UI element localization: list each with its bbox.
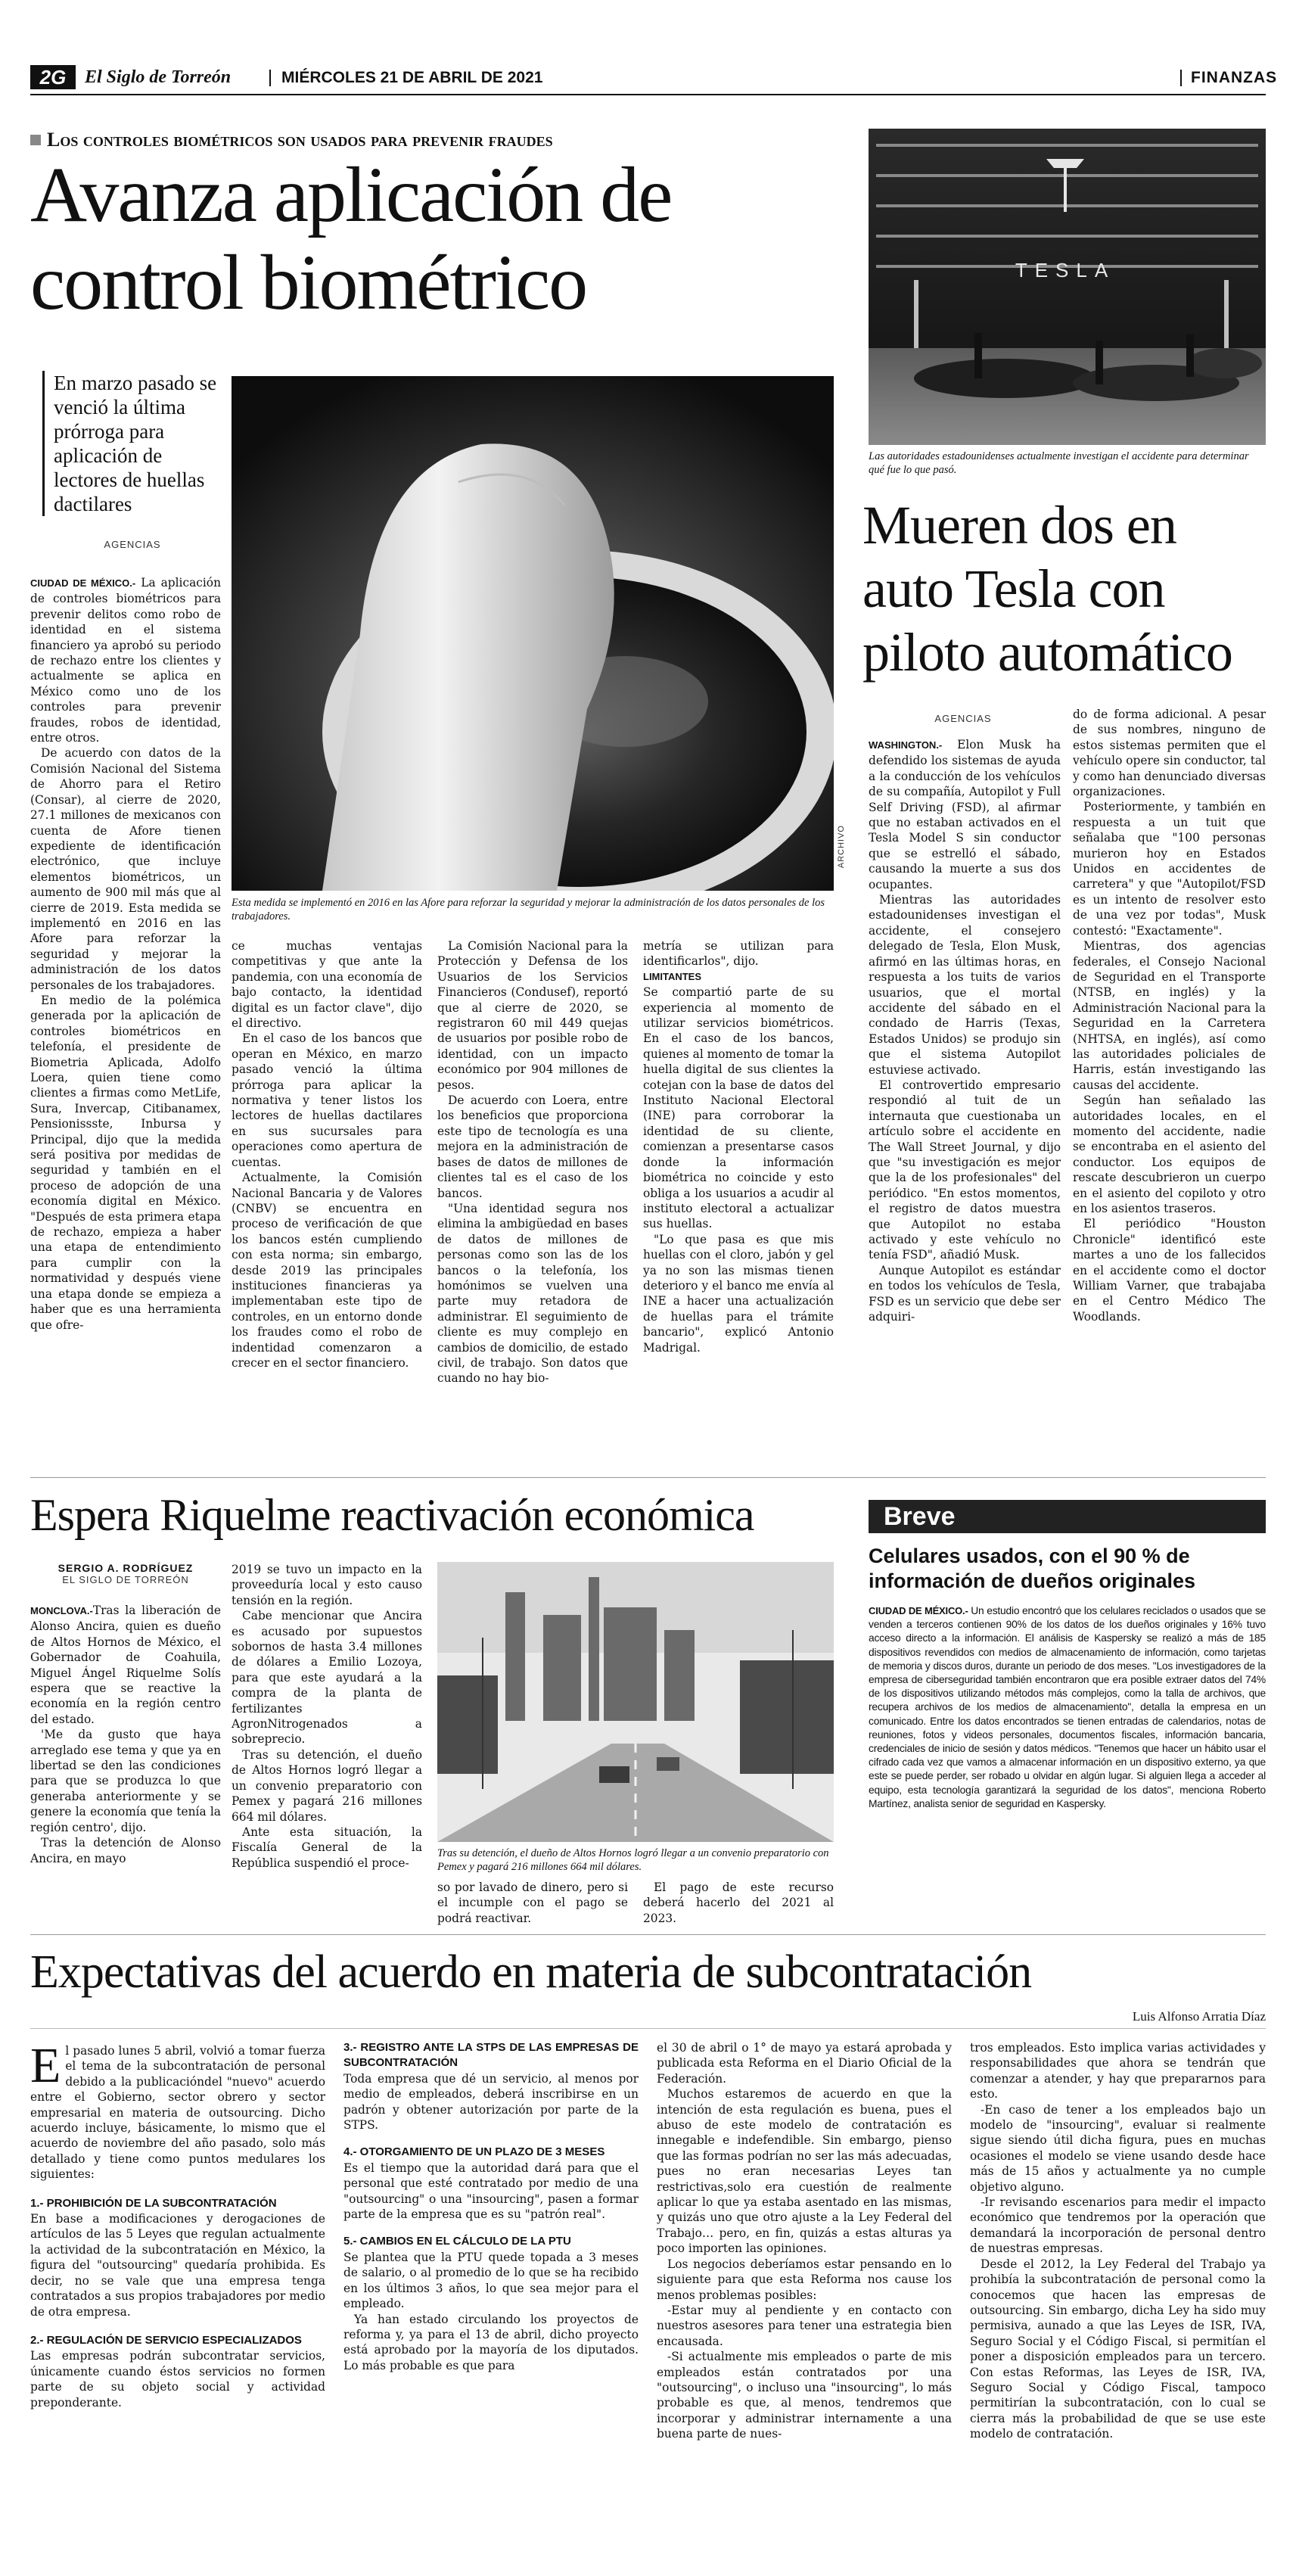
paragraph-text: La aplicación de controles biométricos para prevenir delitos como robo de identidad en el sistema financiero ya aprobó su periodo de rechazo entre los clientes y actualmente se aplica en México como uno de los controles para prevenir fraudes, robos de identidad, entre otros. [30, 576, 221, 745]
byline-org: EL SIGLO DE TORREÓN [62, 1574, 189, 1585]
breve-label: Breve [884, 1502, 956, 1531]
photo-caption: Esta medida se implementó en 2016 en las Afore para reforzar la seguridad y mejorar la administración de los datos personales de los trabajadores. [232, 897, 825, 922]
breve-text: Un estudio encontró que los celulares reciclados o usados que se venden a terceros contienen 90% de los datos de los dueños originales y 16% tuvo acceso directo a la información. El análisis de Kaspersky se realizó a más de 185 dispositivos revendidos con medios de almacenamiento de información, como tarjetas de memoria y discos duros, durante un periodo de dos meses. "Los investigadores de la empresa de ciberseguridad también encontraron que era posible extraer datos del 74% de los dispositivos utilizando métodos más complejos, como la talla de archivos, que recupera archivos de los medios de almacenamiento", detalla la empresa en un comunicado. Entre los datos encontrados se tienen entradas de calendarios, notas de reuniones, fotos y videos personales, documentos fiscales, información bancaria, credenciales de inicio de sesión y datos médicos. "Tenemos que hacer un hábito usar el cifrado cada vez que vamos a almacenar información en un dispositivo externo, ya que este se puede perder, ser robado u olvidar en algún lugar. Si alguien llega a acceder al equipo, esta tecnología garantizará la seguridad de los datos", menciona Roberto Martínez, analista senior de seguridad en Kaspersky. [869, 1605, 1266, 1809]
paragraph: En base a modificaciones y derogaciones de artículos de las 5 Leyes que regulan actualmente la actividad de la subcontratación en México, la figura del "outsourcing" quedaría prohibida. Es decir, no se vale que una empresa tenga contratados a sus propios trabajadores por medio de otra empresa. [30, 2212, 325, 2319]
header-divider-1 [269, 70, 271, 86]
paragraph: De acuerdo con Loera, entre los beneficios que proporciona este tipo de tecnología es una mejora en la administración de bases de datos de millones de clientes tal es el caso de los bancos. [437, 1094, 628, 1200]
svg-text:TESLA: TESLA [1015, 259, 1116, 282]
drop-cap: E [30, 2043, 61, 2093]
headline-line-1: Avanza aplicación de [30, 151, 672, 238]
altos-hornos-caption: Tras su detención, el dueño de Altos Hornos logró llegar a un convenio preparatorio con Pemex y pagará 216 millones 664 mil dólares. [437, 1847, 829, 1873]
paragraph: Los negocios deberíamos estar pensando en lo siguiente para que esta Reforma nos cause los menos problemas posibles: [657, 2257, 952, 2302]
riquelme-column-1 [30, 1603, 221, 1921]
biometric-column-4 [643, 938, 834, 1468]
story-deck: En marzo pasado se venció la última prórroga para aplicación de lectores de huellas dactilares [42, 371, 229, 516]
biometric-column-1 [30, 575, 221, 1468]
tesla-photo [869, 129, 1266, 445]
kicker-square [30, 135, 41, 145]
paragraph [30, 1603, 221, 1727]
section-subhead: 1.- PROHIBICIÓN DE LA SUBCONTRATACIÓN [30, 2196, 277, 2210]
fingerprint-illustration [232, 376, 834, 891]
dateline: CIUDAD DE MÉXICO.- [869, 1605, 968, 1616]
paragraph: Toda empresa que dé un servicio, al menos por medio de empleados, deberá inscribirse en un padrón y obtener autorización por parte de la STPS. [343, 2071, 639, 2133]
paragraph: Cabe mencionar que Ancira es acusado por supuestos sobornos de hasta 3.4 millones de dólares a Emilio Lozoya, para que este ayudará a la compra de la planta de fertilizantes AgronNitrogenados a sobreprecio. [232, 1609, 422, 1747]
paragraph: -Ir revisando escenarios para medir el impacto económico que tendremos por la operación que demandará la incorporación de personal dentro de nuestras empresas. [970, 2195, 1266, 2256]
paragraph: La Comisión Nacional para la Protección y Defensa de los Usuarios de los Servicios Financieros (Condusef), reportó que al cierre de 2020, se registraron 60 mil 449 quejas de usuarios por posible robo de identidad, con un impacto económico por 904 millones de pesos. [437, 939, 628, 1092]
headline [30, 151, 862, 327]
paragraph: En el caso de los bancos que operan en México, en marzo pasado venció la última prórroga para aplicar la normativa y tener listos los lectores de huellas dactilares en sus sucursales para operaciones como apertura de cuentas. [232, 1031, 422, 1169]
paragraph: El periódico "Houston Chronicle" identificó este martes a uno de los fallecidos en el accidente como el doctor William Varner, que trabajaba en el Centro Médico The Woodlands. [1073, 1217, 1266, 1324]
photo-credit: ARCHIVO [837, 825, 846, 869]
paragraph: Ante esta situación, la Fiscalía General de la República suspendió el proce- [232, 1825, 422, 1870]
altos-hornos-photo [437, 1562, 834, 1842]
paragraph: 'Me da gusto que haya arreglado ese tema y que ya en libertad se den las condiciones para que se produzca lo que generaba anteriormente y se genere la economía que tenía la región centro', dijo. [30, 1728, 221, 1834]
paragraph: so por lavado de dinero, pero si el incumple con el pago se podrá reactivar. [437, 1881, 628, 1925]
section-subhead: 2.- REGULACIÓN DE SERVICIO ESPECIALIZADOS [30, 2333, 302, 2347]
tesla-showroom-illustration [869, 129, 1266, 445]
header-rule [30, 94, 1266, 95]
tesla-column-1 [869, 737, 1061, 1468]
paragraph: -Estar muy al pendiente y en contacto con nuestros asesores para tener una estrategia bien encausada. [657, 2303, 952, 2348]
riquelme-column-3 [437, 1880, 628, 1925]
tesla-headline-line-2: auto Tesla con [862, 558, 1165, 619]
breve-box [869, 1500, 1266, 1533]
byline-rule [30, 2028, 1266, 2029]
paragraph: El controvertido empresario respondió al tuit de un internauta que cuestionaba un artículo sobre el accidente en The Wall Street Journal, y dijo que "su investigación es mejor que la de los profesionales" del periódico. "En estos momentos, el registro de datos muestra que Autopilot no estaba activado y este vehículo no tenía FSD", añadió Musk. [869, 1078, 1061, 1262]
paragraph-text: l pasado lunes 5 abril, volvió a tomar fuerza el tema de la subcontratación de personal debido a la publicacióndel "nuevo" acuerdo entre el Gobierno, sector obrero y sector empresarial en materia de outsourcing. Dicho acuerdo incluye, básicamente, lo mismo que el acuerdo de noviembre del año pasado, solo más detallado y tiene como puntos medulares los siguientes: [30, 2044, 325, 2182]
paragraph: Actualmente, la Comisión Nacional Bancaria y de Valores (CNBV) se encuentra en proceso de verificación de que los bancos estén cumpliendo con esta norma; sin embargo, desde 2019 las principales instituciones financieras ya implementaban este tipo de controles, en un entorno donde los fraudes como el robo de indentidad comenzaron a crecer en el sector financiero. [232, 1171, 422, 1370]
paragraph: Tras la detención de Alonso Ancira, en mayo [30, 1836, 221, 1865]
paragraph-text: Elon Musk ha defendido los sistemas de ayuda a la conducción de los vehículos de su compañía, Autopilot y Full Self Driving (FSD), al afirmar que no estaban activados en el Tesla Model S sin conductor que se estrelló el sábado, causando la muerte a sus dos ocupantes. [869, 738, 1061, 891]
dateline: CIUDAD DE MÉXICO.- [30, 577, 136, 589]
paragraph [30, 2043, 325, 2182]
paragraph: "Lo que pasa es que mis huellas con el cloro, jabón y gel ya no son las mismas tienen deterioro y el banco me envía al INE a hacer una actualización de huellas para el trámite bancario", explicó Antonio Madrigal. [643, 1232, 834, 1355]
tesla-headline-line-3: piloto automático [862, 622, 1232, 683]
kicker: Los controles biométricos son usados para prevenir fraudes [47, 129, 553, 151]
byline-name: SERGIO A. RODRÍGUEZ [57, 1562, 194, 1574]
tesla-source: AGENCIAS [934, 713, 992, 724]
tesla-photo-caption: Las autoridades estadounidenses actualmente investigan el accidente para determinar qué fue lo que pasó. [869, 450, 1249, 476]
paragraph: Desde el 2012, la Ley Federal del Trabajo ya prohibía la subcontratación de personal como la conocemos que hacen las empresas de outsourcing. Sin embargo, dicha Ley ha sido muy permisiva, aunado a que las Leyes de ISR, IVA, Seguro Social y el Código Fiscal, si permitían el poner a disposición empleados para un tercero. Con estas Reformas, las Leyes de ISR, IVA, Seguro Social y Código Fiscal, tampoco permitirían la subcontratación, con lo cual se cierra más la probabilidad de que se use este modelo de contratación. [970, 2257, 1266, 2441]
paragraph: metría se utilizan para identificarlos", dijo. [643, 939, 834, 969]
dateline: WASHINGTON.- [869, 739, 943, 751]
paragraph: ce muchas ventajas competitivas y que ante la pandemia, con una economía de bajo contacto, la identidad digital es un factor clave", dijo el directivo. [232, 939, 422, 1031]
page-number-badge: 2G [30, 65, 76, 89]
biometric-column-2 [232, 938, 422, 1468]
paper-name: El Siglo de Torreón [85, 67, 232, 87]
paragraph: Posteriormente, y también en respuesta a un tuit que señalaba que "100 personas murieron hoy en Estados Unidos en accidentes de carretera" y que "Autopilot/FSD es un intento de resolver esto de una vez por todas", Musk contestó: "Exactamente". [1073, 800, 1266, 938]
headline-line-2: control biométrico [30, 239, 587, 326]
paragraph: Muchos estaremos de acuerdo en que la intención de esta regulación es buena, pues el abuso de este modelo de contratación es innegable e indefendible. Sin embargo, pienso que las formas podrían no ser las más adecuadas, pues no eran necesarias Leyes tan restrictivas,solo era cuestión de realmente aplicar lo que ya estaba asentado en las mismas, y quizás uno que otro ajuste a la Ley Federal del Trabajo… pero, en fin, quizás a estas alturas ya poco importen las opiniones. [657, 2087, 952, 2256]
paragraph: Aunque Autopilot es estándar en todos los vehículos de Tesla, FSD es un servicio que debe ser adquiri- [869, 1263, 1061, 1324]
paragraph: -En caso de tener a los empleados bajo un modelo de "insourcing", evaluar si realmente sigue siendo útil dicha figura, pues en muchas ocasiones el modelo se viene usando desde hace más de 15 años y actualmente ya no cumple objetivo alguno. [970, 2102, 1266, 2194]
biometric-column-3 [437, 938, 628, 1468]
paragraph: tros empleados. Esto implica varias actividades y responsabilidades que ahora se tendrán que comenzar a atender, y hay que prepararnos para esto. [970, 2041, 1266, 2102]
paragraph: Se compartió parte de su experiencia al momento de utilizar servicios biométricos. En el caso de los bancos, quienes al momento de tomar la huella digital de sus clientes la cotejan con la base de datos del Instituto Nacional Electoral (INE) para corroborar la identidad de su cliente, comienzan a presentarse casos donde la información biométrica no coincide y esto obliga a los usuarios a acudir al instituto electoral a actualizar sus huellas. [643, 985, 834, 1231]
section-rule [30, 1934, 1266, 1935]
header-divider-2 [1180, 70, 1182, 86]
paragraph [30, 575, 221, 745]
paragraph: Las empresas podrán subcontratar servicios, únicamente cuando éstos servicios no formen parte de su objeto social y actividad preponderante. [30, 2349, 325, 2410]
paragraph: Es el tiempo que la autoridad dará para que el personal que esté contratado por medio de una "outsourcing" o una "insourcing", pasen a formar parte de la empresa que es su "patrón real". [343, 2161, 639, 2222]
steel-plant-street-illustration [437, 1562, 834, 1842]
opinion-column-1 [30, 2043, 325, 2543]
paragraph: Según han señalado las autoridades locales, en el momento del accidente, nadie se encontraba en el asiento del conductor. Los equipos de rescate descubrieron un cuerpo en el asiento del copiloto y otro en los asientos traseros. [1073, 1094, 1266, 1215]
section-subhead: 3.- REGISTRO ANTE LA STPS DE LAS EMPRESAS DE SUBCONTRATACIÓN [343, 2041, 639, 2070]
paragraph: Mientras, dos agencias federales, el Consejo Nacional de Seguridad en el Transporte (NTSB, en inglés) y la Administración Nacional para la Seguridad en la Carretera (NHTSA, en inglés), así como las autoridades policiales de Harris, están investigando las causas del accidente. [1073, 939, 1266, 1092]
tesla-headline-line-1: Mueren dos en [862, 495, 1176, 555]
section-subhead: 5.- CAMBIOS EN EL CÁLCULO DE LA PTU [343, 2235, 571, 2248]
paragraph: Ya han estado circulando los proyectos de reforma y, ya para el 13 de abril, dicho proyecto está aprobado por la mayoría de los diputados. Lo más probable es que para [343, 2312, 639, 2372]
breve-headline: Celulares usados, con el 90 % de información de dueños originales [869, 1545, 1196, 1592]
tesla-headline [862, 493, 1271, 684]
paragraph: En medio de la polémica generada por la aplicación de controles biométricos en telefonía, el presidente de Biometria Aplicada, Adolfo Loera, quien tiene como clientes a firmas como MetLife, Sura, Invercap, Citibanamex, Pensionissste, Inbursa y Principal, dijo que la medida será positiva por medidas de seguridad y también en el proceso de adopción de una economía digital en México. "Después de esta primera etapa de rechazo, empieza a haber una etapa de entendimiento para cumplir con la normatividad y después viene una etapa donde se empieza a haber que es una herramienta que ofre- [30, 993, 221, 1332]
paragraph: De acuerdo con datos de la Comisión Nacional del Sistema de Ahorro para el Retiro (Consar), al cierre de 2020, 27.1 millones de mexicanos con cuenta de Afore tienen expediente de identificación electrónico, que incluye elementos biométricos, un aumento de 900 mil más que al cierre de 2019. Esta medida se implementó en 2016 en las Afore para reforzar la seguridad y mejorar la administración de los datos personales de los trabajadores. [30, 746, 221, 992]
riquelme-column-2 [232, 1562, 422, 1921]
opinion-column-3 [657, 2040, 952, 2543]
riquelme-column-4 [643, 1880, 834, 1925]
subcontratacion-headline: Expectativas del acuerdo en materia de subcontratación [30, 1946, 1032, 1998]
paragraph: do de forma adicional. A pesar de sus nombres, ninguno de estos sistemas permiten que el vehículo opere sin conductor, tal y como han denunciado diversas organizaciones. [1073, 708, 1266, 799]
section-subhead: LIMITANTES [643, 970, 702, 982]
paragraph: Tras su detención, el dueño de Altos Hornos logró llegar a un convenio preparatorio con Pemex y pagará 216 millones 664 mil dólares. [232, 1747, 422, 1824]
paragraph: -Si actualmente mis empleados o parte de mis empleados están contratados por una "outsourcing", o incluso una "insourcing", lo más probable es que, al menos, tendremos que incorporar y administrar internamente a una buena parte de nues- [657, 2350, 952, 2441]
paragraph [869, 737, 1061, 892]
paragraph: 2019 se tuvo un impacto en la proveeduría local y esto causo tensión en la región. [232, 1563, 422, 1607]
tesla-column-2 [1073, 707, 1266, 1468]
riquelme-byline-block [30, 1562, 221, 1585]
paragraph-text: Tras la liberación de Alonso Ancira, quien es dueño de Altos Hornos de México, el Gobernador de Coahuila, Miguel Ángel Riquelme Solís espera que se reactive la economía en la región centro del estado. [30, 1604, 221, 1726]
breve-body [869, 1604, 1266, 1915]
paragraph: el 30 de abril o 1° de mayo ya estará aprobada y publicada esta Reforma en el Diario Oficial de la Federación. [657, 2041, 952, 2086]
paragraph: Se plantea que la PTU quede topada a 3 meses de salario, o al promedio de lo que se ha recibido en los últimos 3 años, lo que sea mejor para el empleado. [343, 2250, 639, 2311]
fingerprint-photo [232, 376, 834, 891]
section-rule [30, 1477, 1266, 1478]
header-date: MIÉRCOLES 21 DE ABRIL DE 2021 [281, 69, 543, 86]
subcontratacion-byline: Luis Alfonso Arratia Díaz [1132, 2009, 1266, 2024]
story-source: AGENCIAS [104, 539, 161, 550]
riquelme-headline: Espera Riquelme reactivación económica [30, 1490, 754, 1540]
paragraph: "Una identidad segura nos elimina la ambigüedad en bases de datos de millones de personas como son las de los bancos o la telefonía, los homónimos se vuelven una parte muy retadora de administrar. El seguimiento de cliente es muy complejo en cambios de domicilio, de estado civil, de trabajo. Son datos que cuando no hay bio- [437, 1201, 628, 1386]
paragraph: Mientras las autoridades estadounidenses investigan el accidente, el consejero delegado de Tesla, Elon Musk, afirmó en las últimas horas, en respuesta a los tuits de varios usuarios, que el mortal accidente del sábado en el condado de Harris (Texas, Estados Unidos) se produjo sin que el sistema Autopilot estuviese activado. [869, 893, 1061, 1077]
section-subhead: 4.- OTORGAMIENTO DE UN PLAZO DE 3 MESES [343, 2145, 605, 2159]
section-name: FINANZAS [1191, 69, 1278, 86]
opinion-column-2 [343, 2040, 639, 2543]
opinion-column-4 [970, 2040, 1266, 2543]
dateline: MONCLOVA.- [30, 1605, 93, 1616]
paragraph: El pago de este recurso deberá hacerlo del 2021 al 2023. [643, 1881, 834, 1925]
page-header [30, 64, 1278, 91]
